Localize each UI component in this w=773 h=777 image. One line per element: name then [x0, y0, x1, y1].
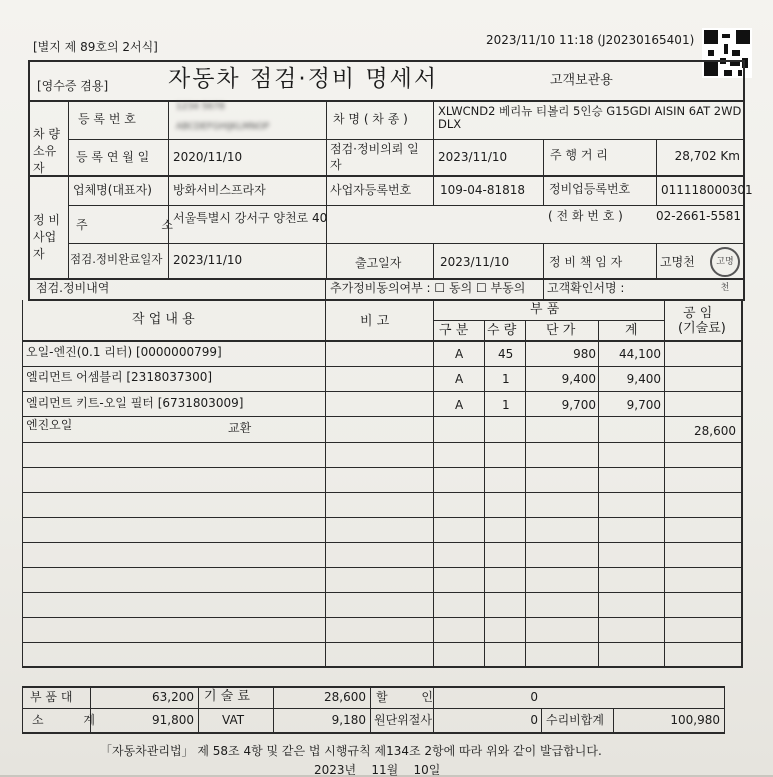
mileage-value: 28,702 Km: [674, 149, 740, 163]
company-value: 방화서비스프라자: [173, 183, 266, 197]
row-work: 엔진오일: [26, 418, 73, 432]
address-label: 주 소: [76, 218, 173, 232]
document-title: 자동차 점검·정비 명세서: [168, 66, 439, 92]
col-note-header: 비 고: [360, 314, 390, 329]
col-total-header: 계: [625, 323, 638, 338]
col-qty-header: 수 량: [487, 323, 517, 338]
row-qty: 1: [502, 372, 510, 386]
phone-label: ( 전 화 번 호 ): [548, 209, 623, 223]
legal-statement: 「자동차관리법」 제 58조 4항 및 같은 법 시행규칙 제134조 2항에 따라 위와 같이 발급합니다.: [100, 744, 602, 758]
row-price: 9,700: [561, 398, 596, 412]
car-name-value: XLWCND2 베리뉴 티볼리 5인승 G15GDI AISIN 6AT 2WD DLX: [438, 104, 742, 131]
col-parts-header: 부 품: [530, 302, 560, 317]
row-price: 980: [573, 347, 596, 361]
parts-total-value: 63,200: [152, 690, 194, 704]
vat-label: VAT: [222, 713, 245, 727]
customer-confirm-label: 고객확인서명 :: [547, 281, 625, 295]
mileage-label: 주 행 거 리: [550, 148, 608, 162]
copy-label: 고객보관용: [550, 73, 613, 88]
discount-label: 할 인: [376, 690, 433, 704]
biz-no-label: 사업자등록번호: [330, 183, 412, 197]
owner-group-label: 차 량 소유자: [33, 127, 60, 175]
biz-no-value: 109-04-81818: [440, 183, 526, 197]
row-type: A: [455, 347, 464, 361]
reg-no-value-extra: ABCDEFGHIJKLMNOP: [176, 122, 270, 132]
repair-sum-value: 100,980: [670, 713, 720, 727]
request-date-value: 2023/11/10: [438, 150, 508, 164]
repair-reg-label: 정비업등록번호: [549, 182, 631, 196]
repair-sum-label: 수리비합계: [546, 713, 604, 727]
receipt-label: [영수증 겸용]: [37, 79, 109, 93]
done-date-value: 2023/11/10: [173, 253, 243, 267]
row-work: 엘리먼트 어셈블리 [2318037300]: [26, 370, 213, 384]
row-labor: 28,600: [694, 424, 736, 438]
subtotal-label: 소 계: [32, 713, 95, 727]
row-type: A: [455, 372, 464, 386]
manager-label: 정 비 책 임 자: [549, 255, 623, 269]
vat-value: 9,180: [331, 713, 366, 727]
col-labor-header: 공 임: [683, 306, 713, 321]
row-price: 9,400: [561, 372, 596, 386]
row-total: 44,100: [619, 347, 661, 361]
row-note: 교환: [228, 421, 252, 435]
done-date-label: 점검.정비완료일자: [70, 252, 163, 266]
row-qty: 45: [498, 347, 514, 361]
rounding-value: 0: [530, 713, 538, 727]
rounding-label: 원단위절사: [374, 713, 432, 727]
row-type: A: [455, 398, 464, 412]
manager-value: 고명천: [660, 255, 695, 269]
row-qty: 1: [502, 398, 510, 412]
row-total: 9,400: [626, 372, 661, 386]
row-work: 오일-엔진(0.1 리터) [0000000799]: [26, 345, 222, 359]
reg-no-value: 1234 5678: [176, 102, 225, 112]
request-date-label: 점검·정비의뢰 일자: [330, 142, 419, 172]
form-reference: [별지 제 89호의 2서식]: [33, 40, 158, 54]
shop-group-label: 정 비 사업자: [33, 213, 60, 261]
details-section-label: 점검.정비내역: [36, 281, 110, 295]
parts-total-label: 부 품 대: [30, 690, 73, 704]
phone-value: 02-2661-5581: [656, 209, 742, 223]
col-labor-subheader: (기술료): [678, 321, 726, 336]
labor-total-value: 28,600: [324, 690, 366, 704]
reg-date-label: 등 록 연 월 일: [76, 150, 150, 164]
col-type-header: 구 분: [439, 323, 469, 338]
company-label: 업체명(대표자): [73, 183, 152, 197]
col-work-header: 작 업 내 용: [132, 312, 195, 327]
car-name-label: 차 명 ( 차 종 ): [333, 112, 408, 126]
repair-reg-value: 011118000301: [661, 183, 753, 197]
issue-date: 2023년 11월 10일: [314, 763, 441, 777]
col-price-header: 단 가: [546, 323, 576, 338]
row-work: 엘리먼트 키트-오일 필터 [6731803009]: [26, 396, 244, 410]
discount-value: 0: [530, 690, 538, 704]
subtotal-value: 91,800: [152, 713, 194, 727]
release-label: 출고일자: [355, 256, 402, 270]
release-value: 2023/11/10: [440, 255, 510, 269]
consent-label: 추가정비동의여부 : ☐ 동의 ☐ 부동의: [330, 281, 526, 295]
issue-timestamp: 2023/11/10 11:18 (J20230165401): [486, 33, 695, 47]
reg-date-value: 2020/11/10: [173, 150, 243, 164]
reg-no-label: 등 록 번 호: [78, 112, 136, 126]
seal-stamp-icon: 고명천: [710, 247, 740, 277]
address-value: 서울특별시 강서구 양천로 40: [173, 211, 328, 225]
row-total: 9,700: [626, 398, 661, 412]
labor-total-label: 기 술 료: [204, 689, 250, 704]
